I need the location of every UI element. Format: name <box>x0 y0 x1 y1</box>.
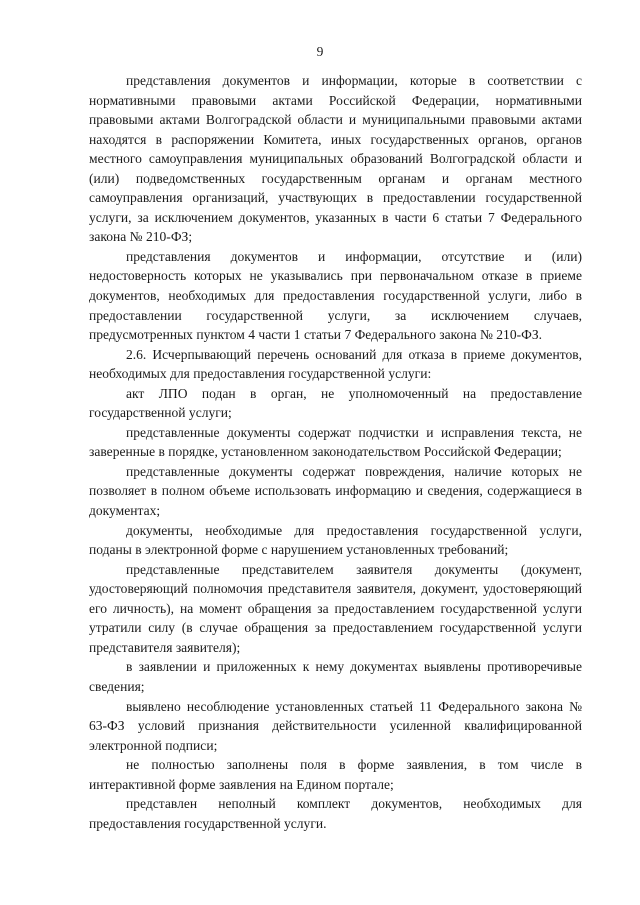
paragraph: представления документов и информации, отсутствие и (или) недостоверность которых не указывались при первоначальном отказе в приеме документов, необходимых для предоставления государственной услуги, либо в предоставлении государственной услуги, за исключением случаев, предусмотренных пунктом 4 части 1 статьи 7 Федерального закона № 210-ФЗ. <box>89 248 582 343</box>
paragraph: представленные документы содержат подчистки и исправления текста, не заверенные в порядке, установленном законодательством Российской Федерации; <box>89 424 582 460</box>
paragraph: акт ЛПО подан в орган, не уполномоченный на предоставление государственной услуги; <box>89 385 582 421</box>
paragraph: не полностью заполнены поля в форме заявления, в том числе в интерактивной форме заявления на Едином портале; <box>89 757 582 792</box>
body-text <box>89 71 582 833</box>
paragraph: представлен неполный комплект документов, необходимых для предоставления государственной услуги. <box>89 796 582 831</box>
page-number: 9 <box>316 44 324 59</box>
paragraph: 2.6. Исчерпывающий перечень оснований для отказа в приеме документов, необходимых для предоставления государственной услуги: <box>89 346 582 382</box>
paragraph: в заявлении и приложенных к нему документах выявлены противоречивые сведения; <box>89 659 582 694</box>
paragraph: представления документов и информации, которые в соответствии с нормативными правовыми актами Российской Федерации, нормативными правовыми актами Волгоградской области и муниципальными правовыми актами находятся в распоряжении Комитета, иных государственных органов, органов местного самоуправления муниципальных образований Волгоградской области и (или) подведомственных государственным органам и органам местного самоуправления организаций, участвующих в предоставлении государственной услуги, за исключением документов, указанных в части 6 статьи 7 Федерального закона № 210-ФЗ; <box>89 73 582 245</box>
paragraph: представленные документы содержат повреждения, наличие которых не позволяет в полном объеме использовать информацию и сведения, содержащиеся в документах; <box>89 463 582 519</box>
paragraph: представленные представителем заявителя документы (документ, удостоверяющий полномочия представителя заявителя, документ, удостоверяющий его личность), на момент обращения за предоставлением государственной услуги утратили силу (в случае обращения за предоставлением государственной услуги представителя заявителя); <box>89 561 582 655</box>
paragraph: документы, необходимые для предоставления государственной услуги, поданы в электронной форме с нарушением установленных требований; <box>89 522 582 558</box>
paragraph: выявлено несоблюдение установленных статьей 11 Федерального закона № 63-ФЗ условий признания действительности усиленной квалифицированной электронной подписи; <box>89 698 582 753</box>
